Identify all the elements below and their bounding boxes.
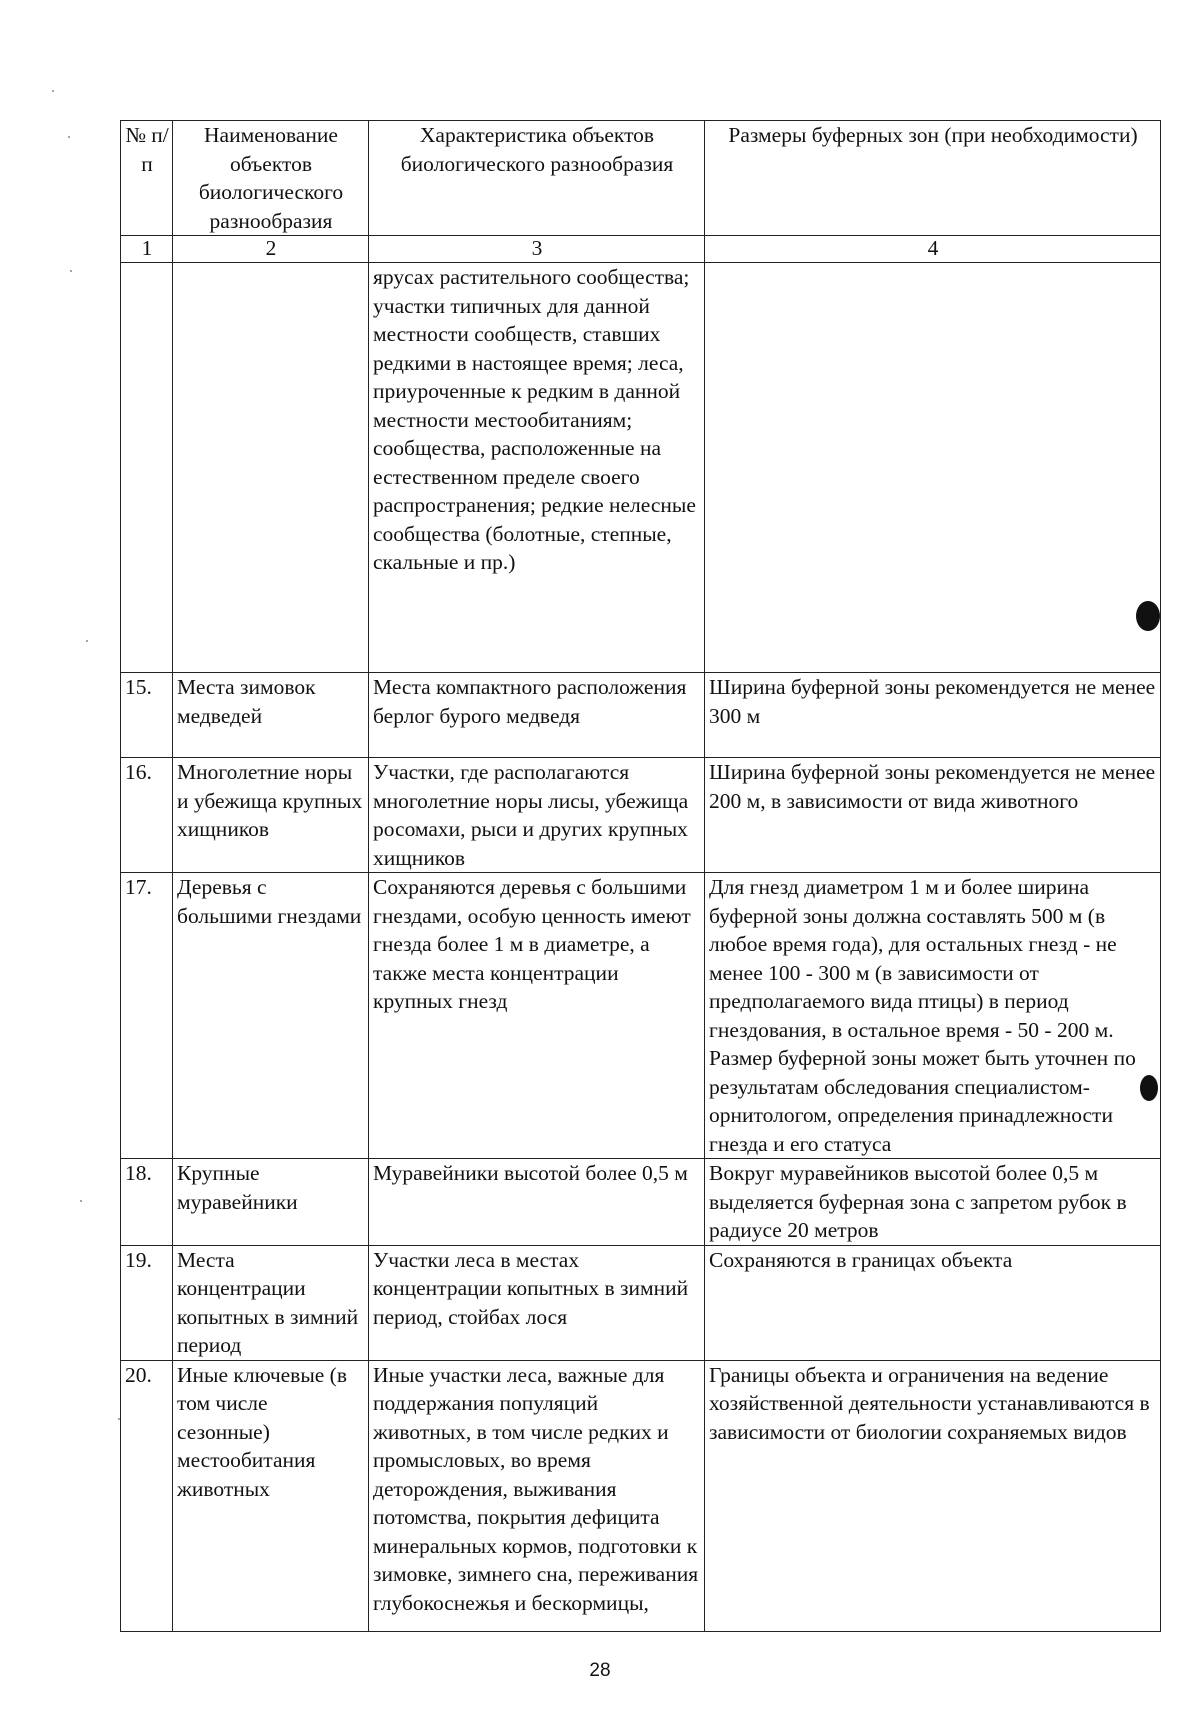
ink-blot bbox=[1136, 601, 1160, 631]
header-number: № п/п bbox=[121, 121, 173, 236]
row-buffer: Ширина буферной зоны рекомендуется не менее 200 м, в зависимости от вида животного bbox=[705, 758, 1161, 873]
row-object-name: Иные ключевые (в том числе сезонные) местообитания животных bbox=[173, 1360, 369, 1631]
header-characteristic: Характеристика объектов биологического разнообразия bbox=[369, 121, 705, 236]
table-header-row bbox=[121, 121, 1161, 236]
row-buffer: Вокруг муравейников высотой более 0,5 м выделяется буферная зона с запретом рубок в радиусе 20 метров bbox=[705, 1159, 1161, 1246]
row-characteristic: ярусах растительного сообщества; участки типичных для данной местности сообществ, ставших редкими в настоящее время; леса, приуроченные к редким в данной местности местообитаниям; сообщества, расположенные на естественном пределе своего распространения; редкие нелесные сообщества (болотные, степные, скальные и пр.) bbox=[369, 263, 705, 673]
row-number: 16. bbox=[121, 758, 173, 873]
row-characteristic: Места компактного расположения берлог бурого медведя bbox=[369, 673, 705, 758]
row-number: 17. bbox=[121, 873, 173, 1159]
scan-speck bbox=[68, 136, 70, 138]
page-number: 28 bbox=[589, 1660, 611, 1681]
table-row bbox=[121, 758, 1161, 873]
row-characteristic: Участки, где располагаются многолетние норы лисы, убежища росомахи, рыси и других крупных хищников bbox=[369, 758, 705, 873]
table-row bbox=[121, 263, 1161, 673]
table-row bbox=[121, 1159, 1161, 1246]
row-object-name: Места концентрации копытных в зимний период bbox=[173, 1245, 369, 1360]
row-number: 20. bbox=[121, 1360, 173, 1631]
table-row bbox=[121, 873, 1161, 1159]
ink-blot bbox=[1140, 1075, 1158, 1101]
row-object-name: Крупные муравейники bbox=[173, 1159, 369, 1246]
header-buffer-size: Размеры буферных зон (при необходимости) bbox=[705, 121, 1161, 236]
table-row bbox=[121, 673, 1161, 758]
table-row bbox=[121, 1360, 1161, 1631]
row-characteristic: Сохраняются деревья с большими гнездами, особую ценность имеют гнезда более 1 м в диаметре, а также места концентрации крупных гнезд bbox=[369, 873, 705, 1159]
row-number: 19. bbox=[121, 1245, 173, 1360]
header-object-name: Наименование объектов биологического разнообразия bbox=[173, 121, 369, 236]
column-number: 2 bbox=[173, 236, 369, 263]
column-number: 4 bbox=[705, 236, 1161, 263]
column-number-row bbox=[121, 236, 1161, 263]
scan-speck bbox=[118, 1418, 120, 1420]
column-number: 1 bbox=[121, 236, 173, 263]
scan-speck bbox=[52, 90, 54, 92]
row-object-name: Деревья с большими гнездами bbox=[173, 873, 369, 1159]
row-characteristic: Участки леса в местах концентрации копытных в зимний период, стойбах лося bbox=[369, 1245, 705, 1360]
row-buffer bbox=[705, 263, 1161, 673]
row-object-name: Места зимовок медведей bbox=[173, 673, 369, 758]
row-characteristic: Иные участки леса, важные для поддержания популяций животных, в том числе редких и промысловых, во время деторождения, выживания потомства, покрытия дефицита минеральных кормов, подготовки к зимовке, зимнего сна, переживания глубокоснежья и бескормицы, bbox=[369, 1360, 705, 1631]
row-buffer: Для гнезд диаметром 1 м и более ширина буферной зоны должна составлять 500 м (в любое время года), для остальных гнезд - не менее 100 - 300 м (в зависимости от предполагаемого вида птицы) в период гнездования, в остальное время - 50 - 200 м. Размер буферной зоны может быть уточнен по результатам обследования специалистом-орнитологом, определения принадлежности гнезда и его статуса bbox=[705, 873, 1161, 1159]
row-buffer: Ширина буферной зоны рекомендуется не менее 300 м bbox=[705, 673, 1161, 758]
scan-speck bbox=[70, 270, 72, 272]
row-buffer: Сохраняются в границах объекта bbox=[705, 1245, 1161, 1360]
table-row bbox=[121, 1245, 1161, 1360]
scan-speck bbox=[80, 1200, 82, 1202]
row-number: 18. bbox=[121, 1159, 173, 1246]
column-number: 3 bbox=[369, 236, 705, 263]
row-object-name: Многолетние норы и убежища крупных хищников bbox=[173, 758, 369, 873]
row-number bbox=[121, 263, 173, 673]
row-buffer: Границы объекта и ограничения на ведение хозяйственной деятельности устанавливаются в зависимости от биологии сохраняемых видов bbox=[705, 1360, 1161, 1631]
scan-speck bbox=[86, 640, 88, 642]
biodiversity-table bbox=[120, 120, 1161, 1632]
row-object-name bbox=[173, 263, 369, 673]
row-characteristic: Муравейники высотой более 0,5 м bbox=[369, 1159, 705, 1246]
row-number: 15. bbox=[121, 673, 173, 758]
